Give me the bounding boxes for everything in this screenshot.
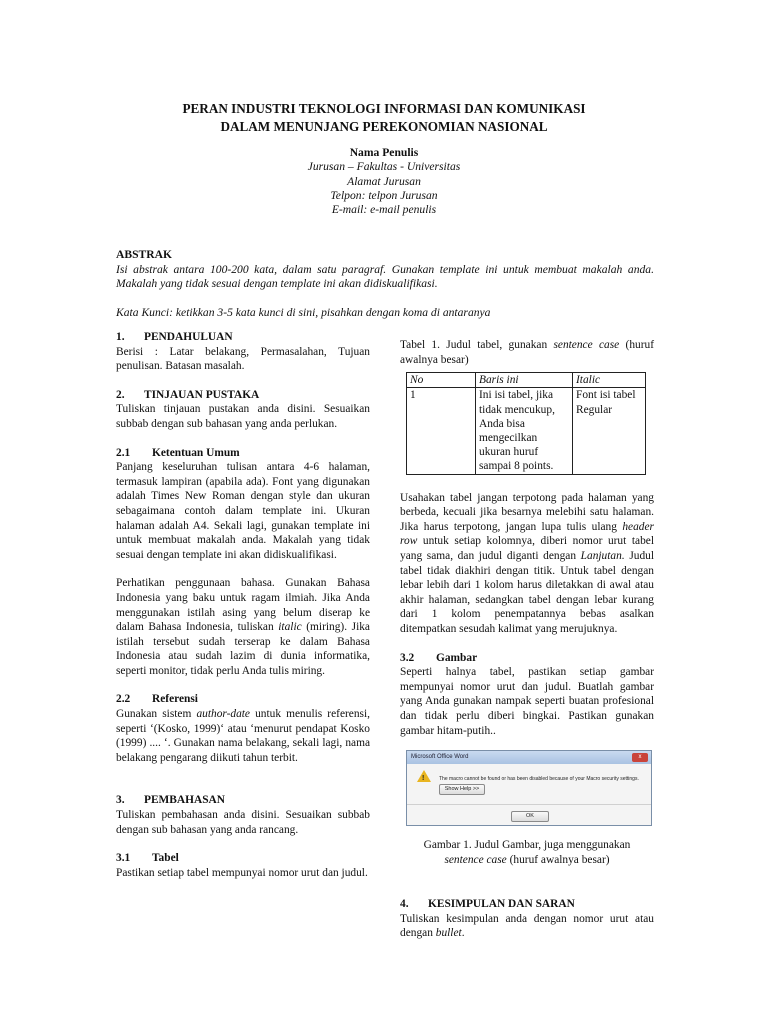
abstract-heading: ABSTRAK	[116, 248, 173, 261]
title-line-1: PERAN INDUSTRI TEKNOLOGI INFORMASI DAN KOMUNIKASI	[182, 101, 586, 116]
section-text-tinjauan-pustaka: Tuliskan tinjauan pustakan anda disini. Sesuaikan subbab dengan sub bahasan yang anda perlukan.	[116, 403, 370, 430]
author-affiliation: Jurusan – Fakultas - Universitas	[307, 160, 461, 174]
section-number: 2.2	[116, 693, 131, 706]
section-text-pendahuluan: Berisi : Latar belakang, Permasalahan, Tujuan penulisan. Batasan masalah.	[116, 345, 370, 373]
dialog-body	[407, 764, 651, 825]
dialog-divider	[407, 804, 651, 805]
abstract-section	[116, 248, 654, 320]
table-cell: Font isi tabel Regular	[573, 388, 646, 474]
section-number: 4.	[400, 898, 409, 911]
abstract-text: Isi abstrak antara 100-200 kata, dalam satu paragraf. Gunakan template ini untuk membuat makalah anda. Makalah yang tidak sesuai dengan template ini akan didiskualifikasi.	[116, 262, 654, 291]
table-1	[406, 372, 646, 474]
show-help-button: Show Help >>	[439, 784, 485, 795]
paper-title	[80, 100, 688, 136]
subsection-heading-gambar	[400, 651, 654, 666]
section-number: 3.1	[116, 852, 131, 865]
section-title: KESIMPULAN DAN SARAN	[428, 898, 575, 911]
table-caption: Tabel 1. Judul tabel, gunakan sentence case (huruf awalnya besar)	[400, 339, 654, 366]
table-note-text: Usahakan tabel jangan terpotong pada halaman yang berbeda, kecuali jika besarnya melebihi satu halaman. Jika harus terpotong, jangan lupa tulis ulang header row untuk setiap kolomnya, diberi nomor urut tabel yang sama, dan judul diganti dengan Lanjutan. Judul tabel tidak diakhiri dengan titik. Untuk tabel dengan lebar lebih dari 1 kolom harus diletakkan di awal atau akhir halaman, sedangkan tabel dengan lebar kurang dari 1 kolom penempatannya bebas asalkan ditempatkan sesudah kalimat yang merujuknya.	[400, 491, 655, 635]
close-icon: x	[632, 753, 648, 762]
author-phone: Telpon: telpon Jurusan	[330, 188, 438, 202]
author-email: E-mail: e-mail penulis	[331, 203, 437, 217]
title-line-2: DALAM MENUNJANG PEREKONOMIAN NASIONAL	[220, 119, 548, 134]
section-number: 3.	[116, 794, 125, 807]
section-title: Ketentuan Umum	[152, 446, 240, 459]
section-title: Tabel	[152, 852, 179, 865]
section-number: 2.	[116, 388, 125, 401]
subsection-heading-referensi	[116, 692, 370, 707]
table-header-cell: No	[407, 373, 476, 388]
section-title: Gambar	[436, 651, 478, 664]
section-text-bahasa: Perhatikan penggunaan bahasa. Gunakan Bahasa Indonesia yang baku untuk ragam ilmiah. Jika Anda menggunakan istilah asing yang belum diserap ke dalam Bahasa Indonesia, tuliskan italic (miring). Jika istilah tersebut sudah terserap ke dalam Bahasa Indonesia atau sudah lazim di dunia informatika, seperti monitor, tidak perlu Anda tulis miring.	[116, 577, 370, 677]
section-heading-kesimpulan	[400, 897, 654, 912]
table-header-cell: Baris ini	[476, 373, 573, 388]
section-heading-pendahuluan	[116, 330, 370, 345]
table-cell: Ini isi tabel, jika tidak mencukup, Anda bisa mengecilkan ukuran huruf sampai 8 points.	[476, 388, 573, 474]
dialog-titlebar	[407, 751, 651, 764]
section-text-gambar: Seperti halnya tabel, pastikan setiap gambar mempunyai nomor urut dan judul. Buatlah gambar yang Anda gunakan nampak seperti buatan profesional dan tidak perlu diberi bingkai. Pastikan gunakan gambar hitam-putih..	[400, 666, 654, 737]
section-title: PEMBAHASAN	[144, 794, 226, 807]
subsection-heading-ketentuan-umum	[116, 446, 370, 461]
section-title: PENDAHULUAN	[144, 331, 233, 343]
author-address: Alamat Jurusan	[347, 174, 421, 188]
table-header-row	[407, 373, 646, 388]
figure-caption: Gambar 1. Judul Gambar, juga menggunakan sentence case (huruf awalnya besar)	[423, 839, 631, 866]
table-header-cell: Italic	[573, 373, 646, 388]
section-text-referensi: Gunakan sistem author-date untuk menulis referensi, seperti ‘(Kosko, 1999)‘ atau ‘menurut pendapat Kosko (1999) .... ‘. Gunakan nama belakang, sekali lagi, nama belakang pengarang diikuti tahun terbit.	[116, 708, 370, 764]
section-text-ketentuan-umum: Panjang keseluruhan tulisan antara 4-6 halaman, termasuk lampiran (apabila ada). Font yang digunakan adalah Times New Roman dengan style dan ukuran sebagaimana contoh dalam template ini. Ukuran halaman adalah A4. Sekali lagi, gunakan template ini untuk membuat makalah anda. Makalah yang tidak sesuai dengan template ini akan didiskualifikasi.	[116, 461, 370, 561]
subsection-heading-tabel	[116, 851, 370, 866]
dialog-message: The macro cannot be found or has been disabled because of your Macro security settings.	[439, 776, 639, 783]
figure-1-dialog-screenshot	[406, 750, 652, 826]
section-heading-tinjauan-pustaka	[116, 388, 370, 403]
table-row	[407, 388, 646, 474]
author-name: Nama Penulis	[349, 146, 419, 159]
dialog-title: Microsoft Office Word	[411, 754, 469, 761]
warning-icon: !	[417, 770, 431, 782]
table-cell: 1	[407, 388, 476, 474]
section-number: 2.1	[116, 446, 131, 459]
keywords: Kata Kunci: ketikkan 3-5 kata kunci di sini, pisahkan dengan koma di antaranya	[116, 305, 491, 319]
section-text-pembahasan: Tuliskan pembahasan anda disini. Sesuaikan subbab dengan sub bahasan yang anda rancang.	[116, 809, 370, 836]
section-text-kesimpulan: Tuliskan kesimpulan anda dengan nomor urut atau dengan bullet.	[400, 912, 654, 940]
ok-button: OK	[511, 811, 549, 822]
section-text-tabel: Pastikan setiap tabel mempunyai nomor urut dan judul.	[116, 866, 368, 879]
section-title: TINJAUAN PUSTAKA	[144, 388, 260, 401]
section-number: 1.	[116, 331, 125, 343]
left-column	[116, 330, 370, 880]
section-heading-pembahasan	[116, 793, 370, 808]
right-column	[400, 338, 654, 941]
section-title: Referensi	[152, 693, 198, 706]
author-block	[180, 146, 588, 217]
section-number: 3.2	[400, 651, 415, 664]
